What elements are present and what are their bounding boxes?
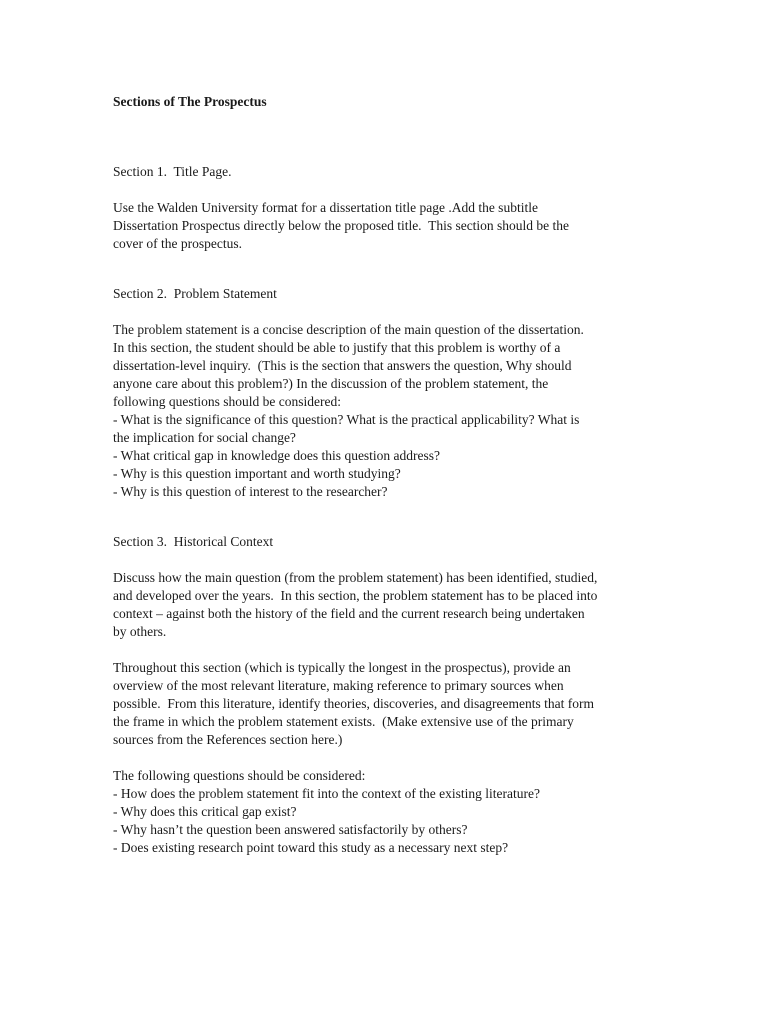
text-line: cover of the prospectus. [113, 236, 242, 251]
text-line: In this section, the student should be able to justify that this problem is worthy of a [113, 340, 561, 355]
text-line: and developed over the years. In this section, the problem statement has to be placed into [113, 588, 598, 603]
section-3-paragraph-2 [113, 659, 673, 749]
text-line: Discuss how the main question (from the problem statement) has been identified, studied, [113, 570, 598, 585]
text-line: by others. [113, 624, 167, 639]
text-line: following questions should be considered: [113, 394, 341, 409]
text-line: Use the Walden University format for a dissertation title page .Add the subtitle [113, 200, 538, 215]
section-3-heading: Section 3. Historical Context [113, 534, 274, 549]
text-line: the implication for social change? [113, 430, 296, 445]
text-line: - How does the problem statement fit into the context of the existing literature? [113, 786, 541, 801]
section-2-paragraph [113, 321, 673, 501]
text-line: - What is the significance of this question? What is the practical applicability? What is [113, 412, 580, 427]
text-line: - Why hasn’t the question been answered satisfactorily by others? [113, 822, 468, 837]
text-line: - Why is this question of interest to the researcher? [113, 484, 388, 499]
text-line: - What critical gap in knowledge does this question address? [113, 448, 441, 463]
text-line: - Does existing research point toward this study as a necessary next step? [113, 840, 509, 855]
text-line: The problem statement is a concise description of the main question of the dissertation. [113, 322, 584, 337]
text-line: the frame in which the problem statement exists. (Make extensive use of the primary [113, 714, 574, 729]
document-body [113, 93, 673, 875]
document-title: Sections of The Prospectus [113, 94, 267, 109]
text-line: Dissertation Prospectus directly below the proposed title. This section should be the [113, 218, 570, 233]
section-2-heading: Section 2. Problem Statement [113, 286, 277, 301]
text-line: dissertation-level inquiry. (This is the section that answers the question, Why should [113, 358, 572, 373]
section-1-heading: Section 1. Title Page. [113, 164, 232, 179]
section-3-paragraph-3 [113, 767, 673, 857]
section-1-paragraph [113, 199, 673, 253]
text-line: - Why does this critical gap exist? [113, 804, 297, 819]
text-line: Throughout this section (which is typically the longest in the prospectus), provide an [113, 660, 571, 675]
section-3-paragraph-1 [113, 569, 673, 641]
text-line: context – against both the history of the field and the current research being undertaken [113, 606, 585, 621]
text-line: overview of the most relevant literature, making reference to primary sources when [113, 678, 564, 693]
text-line: anyone care about this problem?) In the discussion of the problem statement, the [113, 376, 549, 391]
text-line: possible. From this literature, identify theories, discoveries, and disagreements that form [113, 696, 595, 711]
text-line: sources from the References section here.) [113, 732, 343, 747]
text-line: - Why is this question important and worth studying? [113, 466, 401, 481]
text-line: The following questions should be considered: [113, 768, 366, 783]
